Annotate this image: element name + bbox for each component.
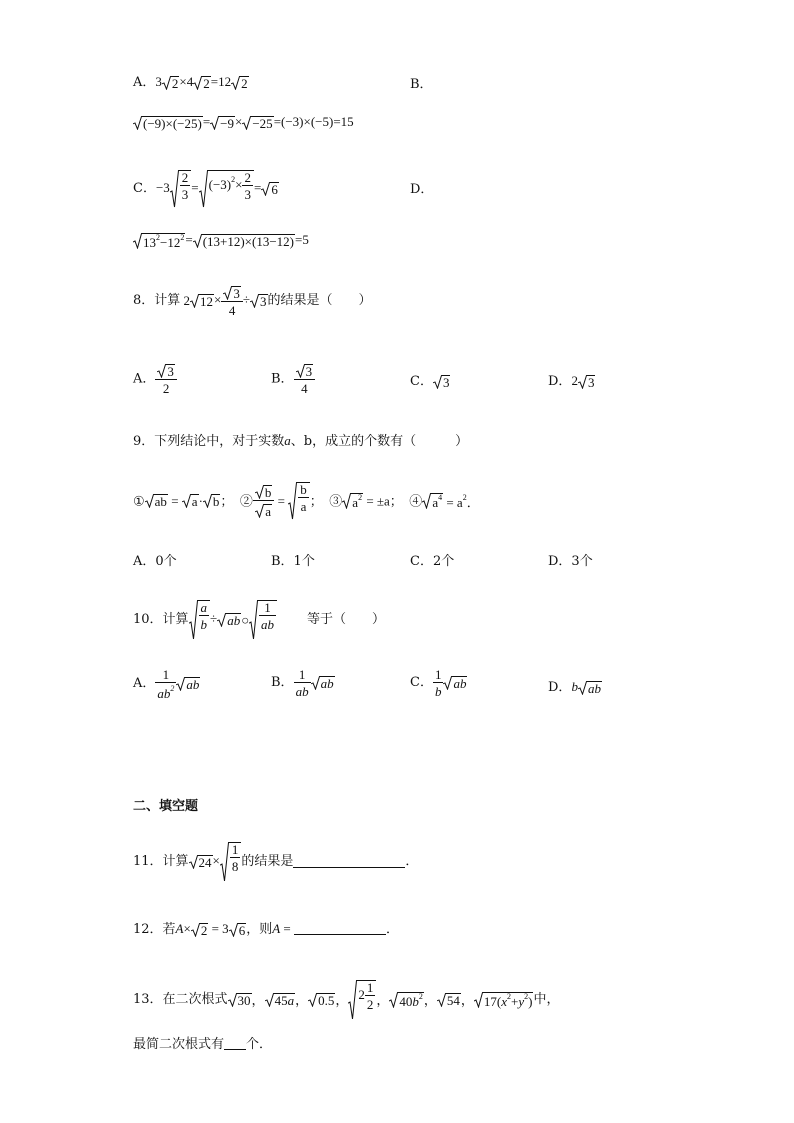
q9-option-b[interactable]: B．1个 — [271, 554, 315, 569]
q11-stem: 11．计算 24× $\frac{1}{8}$ 的结果是 ． — [133, 842, 418, 882]
q9-option-d[interactable]: D．3个 — [548, 554, 593, 569]
q7-option-c[interactable]: C．−3 $\frac{2}{3}$ = $(-3)^2\times$ $\frac{2}{3}$ = 6 — [133, 170, 279, 208]
q10-option-d[interactable]: D．b ab — [548, 679, 601, 697]
q10-option-a[interactable]: A． $\frac{1}{ab^2}$ ab — [133, 667, 200, 701]
q7-option-d-label[interactable]: D． — [410, 182, 434, 197]
q10-option-b[interactable]: B． $\frac{1}{ab}$ ab — [271, 667, 334, 699]
q9-option-a[interactable]: A．0个 — [133, 554, 177, 569]
q8-stem: 8．计算 2 12× $\frac{3}{4}$ ÷ 3的结果是（ ） — [133, 286, 372, 319]
q13-line2: 最简二次根式有 个． — [133, 1037, 273, 1052]
q8-option-a[interactable]: A． $\frac{3}{2}$ — [133, 363, 177, 395]
q12-answer-blank[interactable] — [294, 922, 386, 935]
q7-a-expression: 3 2×4 2=12 2 — [155, 74, 248, 92]
q7-c-expression: −3 $\frac{2}{3}$ = $(-3)^2\times$ $\frac{2}{3}$ = 6 — [156, 180, 279, 195]
q7-option-a[interactable]: A．3 2×4 2=12 2 — [133, 74, 248, 92]
q8-option-c[interactable]: C． 3 — [410, 374, 450, 391]
q10-stem: 10．计算 $\frac{a}{b}$ ÷ ab○ $\frac{1}{ab}$ 等于（ ） — [133, 600, 385, 640]
q13-stem: 13．在二次根式 30， 45a， 0.5， 2 $\frac{1}{2}$ ， $40b^2$， 54， $17(x^2+y^2)$中， — [133, 980, 560, 1020]
section-title-fill-in: 二、填空题 — [133, 799, 199, 814]
q9-statements: ① ab = a· b； ② $\frac{b}{a}$ = $\frac{b}{a}$ ； ③ $a^2 = \pm a$； ④ $a^4 = a^2$． — [133, 482, 480, 520]
q11-answer-blank[interactable] — [293, 855, 405, 868]
q9-option-c[interactable]: C．2个 — [410, 554, 455, 569]
q7-b-expression: (−9)×(−25)= −9× −25=(−3)×(−5)=15 — [133, 115, 354, 130]
q13-answer-blank[interactable] — [224, 1037, 246, 1050]
q8-option-d[interactable]: D．2 3 — [548, 373, 595, 391]
q12-stem: 12．若A× 2 = 3 6，则A = ． — [133, 921, 400, 939]
q8-option-b[interactable]: B． $\frac{3}{4}$ — [271, 363, 315, 395]
q7-option-b-label[interactable]: B． — [410, 77, 433, 92]
q7-d-expression: $13^2-12^2=$ (13+12)×(13−12)=5 — [133, 233, 309, 249]
q9-stem: 9．下列结论中，对于实数a、b，成立的个数有（ ） — [133, 433, 469, 449]
q10-option-c[interactable]: C． $\frac{1}{b}$ ab — [410, 667, 467, 699]
